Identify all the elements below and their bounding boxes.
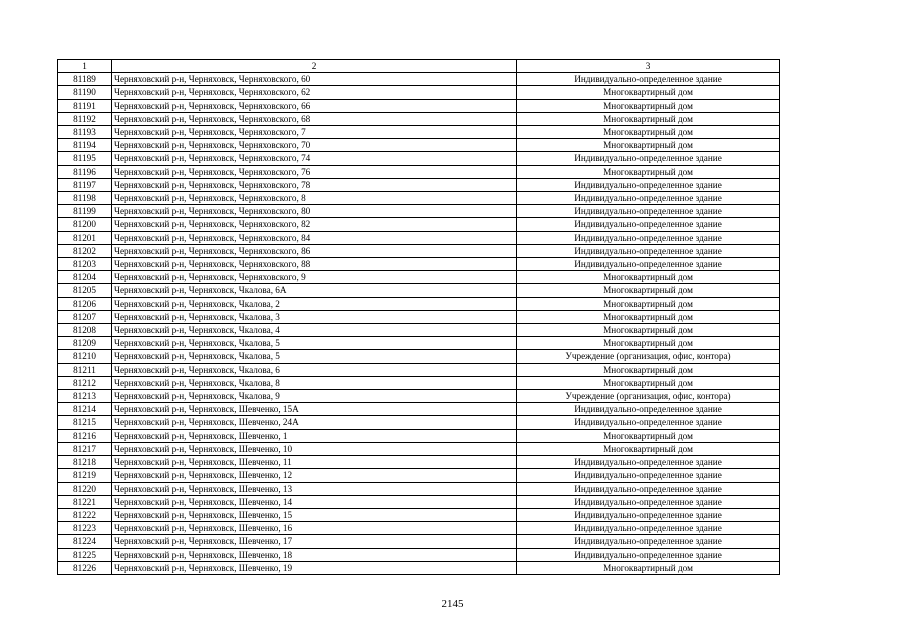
cell-building-type: Индивидуально-определенное здание bbox=[517, 403, 780, 416]
cell-address: Черняховский р-н, Черняховск, Черняховского, 80 bbox=[112, 205, 517, 218]
cell-address: Черняховский р-н, Черняховск, Чкалова, 5 bbox=[112, 337, 517, 350]
cell-record-id: 81217 bbox=[58, 442, 112, 455]
cell-address: Черняховский р-н, Черняховск, Чкалова, 3 bbox=[112, 310, 517, 323]
table-header bbox=[58, 60, 780, 73]
cell-record-id: 81226 bbox=[58, 561, 112, 574]
table-row bbox=[58, 126, 780, 139]
cell-record-id: 81208 bbox=[58, 324, 112, 337]
cell-address: Черняховский р-н, Черняховск, Черняховского, 86 bbox=[112, 244, 517, 257]
page-number: 2145 bbox=[441, 598, 464, 610]
cell-record-id: 81205 bbox=[58, 284, 112, 297]
cell-building-type: Индивидуально-определенное здание bbox=[517, 205, 780, 218]
cell-building-type: Индивидуально-определенное здание bbox=[517, 469, 780, 482]
table-row bbox=[58, 205, 780, 218]
cell-building-type: Многоквартирный дом bbox=[517, 99, 780, 112]
table-row bbox=[58, 548, 780, 561]
cell-record-id: 81211 bbox=[58, 363, 112, 376]
table-row bbox=[58, 73, 780, 86]
cell-building-type: Многоквартирный дом bbox=[517, 429, 780, 442]
cell-building-type: Многоквартирный дом bbox=[517, 126, 780, 139]
cell-address: Черняховский р-н, Черняховск, Черняховского, 7 bbox=[112, 126, 517, 139]
cell-record-id: 81222 bbox=[58, 508, 112, 521]
table-row bbox=[58, 244, 780, 257]
cell-address: Черняховский р-н, Черняховск, Чкалова, 6 bbox=[112, 363, 517, 376]
cell-record-id: 81207 bbox=[58, 310, 112, 323]
table-row bbox=[58, 178, 780, 191]
cell-address: Черняховский р-н, Черняховск, Чкалова, 5 bbox=[112, 350, 517, 363]
cell-record-id: 81212 bbox=[58, 376, 112, 389]
cell-record-id: 81192 bbox=[58, 112, 112, 125]
table-row bbox=[58, 350, 780, 363]
cell-address: Черняховский р-н, Черняховск, Чкалова, 9 bbox=[112, 390, 517, 403]
cell-address: Черняховский р-н, Черняховск, Шевченко, 12 bbox=[112, 469, 517, 482]
cell-record-id: 81224 bbox=[58, 535, 112, 548]
table-row bbox=[58, 429, 780, 442]
cell-record-id: 81190 bbox=[58, 86, 112, 99]
cell-address: Черняховский р-н, Черняховск, Шевченко, 16 bbox=[112, 522, 517, 535]
cell-building-type: Многоквартирный дом bbox=[517, 324, 780, 337]
cell-record-id: 81214 bbox=[58, 403, 112, 416]
header-cell-3: 3 bbox=[517, 60, 780, 73]
header-cell-2: 2 bbox=[112, 60, 517, 73]
cell-record-id: 81220 bbox=[58, 482, 112, 495]
cell-record-id: 81206 bbox=[58, 297, 112, 310]
cell-address: Черняховский р-н, Черняховск, Черняховского, 8 bbox=[112, 192, 517, 205]
cell-building-type: Многоквартирный дом bbox=[517, 284, 780, 297]
cell-building-type: Индивидуально-определенное здание bbox=[517, 244, 780, 257]
table-row bbox=[58, 561, 780, 574]
table-row bbox=[58, 403, 780, 416]
cell-address: Черняховский р-н, Черняховск, Черняховского, 74 bbox=[112, 152, 517, 165]
table-row bbox=[58, 218, 780, 231]
table-row bbox=[58, 442, 780, 455]
cell-address: Черняховский р-н, Черняховск, Черняховского, 88 bbox=[112, 258, 517, 271]
table-row bbox=[58, 363, 780, 376]
table-row bbox=[58, 231, 780, 244]
cell-address: Черняховский р-н, Черняховск, Шевченко, 18 bbox=[112, 548, 517, 561]
cell-record-id: 81196 bbox=[58, 165, 112, 178]
table-row bbox=[58, 376, 780, 389]
cell-record-id: 81204 bbox=[58, 271, 112, 284]
cell-record-id: 81223 bbox=[58, 522, 112, 535]
cell-building-type: Индивидуально-определенное здание bbox=[517, 218, 780, 231]
table-row bbox=[58, 310, 780, 323]
cell-building-type: Многоквартирный дом bbox=[517, 165, 780, 178]
table-row bbox=[58, 482, 780, 495]
table-row bbox=[58, 469, 780, 482]
cell-record-id: 81189 bbox=[58, 73, 112, 86]
cell-address: Черняховский р-н, Черняховск, Шевченко, 24А bbox=[112, 416, 517, 429]
cell-address: Черняховский р-н, Черняховск, Шевченко, 19 bbox=[112, 561, 517, 574]
cell-record-id: 81221 bbox=[58, 495, 112, 508]
cell-address: Черняховский р-н, Черняховск, Черняховского, 78 bbox=[112, 178, 517, 191]
table-row bbox=[58, 535, 780, 548]
table-row bbox=[58, 390, 780, 403]
cell-building-type: Многоквартирный дом bbox=[517, 363, 780, 376]
cell-record-id: 81193 bbox=[58, 126, 112, 139]
cell-address: Черняховский р-н, Черняховск, Шевченко, 14 bbox=[112, 495, 517, 508]
table-row bbox=[58, 152, 780, 165]
cell-address: Черняховский р-н, Черняховск, Черняховского, 76 bbox=[112, 165, 517, 178]
cell-building-type: Многоквартирный дом bbox=[517, 86, 780, 99]
cell-building-type: Индивидуально-определенное здание bbox=[517, 456, 780, 469]
cell-building-type: Индивидуально-определенное здание bbox=[517, 73, 780, 86]
table-row bbox=[58, 297, 780, 310]
table-row bbox=[58, 99, 780, 112]
table-row bbox=[58, 139, 780, 152]
table-row bbox=[58, 456, 780, 469]
cell-building-type: Индивидуально-определенное здание bbox=[517, 522, 780, 535]
cell-building-type: Учреждение (организация, офис, контора) bbox=[517, 390, 780, 403]
cell-record-id: 81225 bbox=[58, 548, 112, 561]
cell-address: Черняховский р-н, Черняховск, Черняховского, 66 bbox=[112, 99, 517, 112]
cell-record-id: 81199 bbox=[58, 205, 112, 218]
cell-building-type: Индивидуально-определенное здание bbox=[517, 178, 780, 191]
cell-address: Черняховский р-н, Черняховск, Шевченко, 15А bbox=[112, 403, 517, 416]
cell-building-type: Индивидуально-определенное здание bbox=[517, 258, 780, 271]
cell-record-id: 81202 bbox=[58, 244, 112, 257]
table-row bbox=[58, 284, 780, 297]
table-row bbox=[58, 271, 780, 284]
header-cell-1: 1 bbox=[58, 60, 112, 73]
cell-building-type: Многоквартирный дом bbox=[517, 561, 780, 574]
cell-building-type: Индивидуально-определенное здание bbox=[517, 508, 780, 521]
table-row bbox=[58, 258, 780, 271]
cell-building-type: Индивидуально-определенное здание bbox=[517, 535, 780, 548]
cell-building-type: Индивидуально-определенное здание bbox=[517, 192, 780, 205]
cell-address: Черняховский р-н, Черняховск, Черняховского, 70 bbox=[112, 139, 517, 152]
cell-address: Черняховский р-н, Черняховск, Чкалова, 6А bbox=[112, 284, 517, 297]
cell-address: Черняховский р-н, Черняховск, Черняховского, 60 bbox=[112, 73, 517, 86]
cell-address: Черняховский р-н, Черняховск, Черняховского, 9 bbox=[112, 271, 517, 284]
cell-record-id: 81213 bbox=[58, 390, 112, 403]
cell-building-type: Индивидуально-определенное здание bbox=[517, 152, 780, 165]
cell-record-id: 81209 bbox=[58, 337, 112, 350]
table-row bbox=[58, 86, 780, 99]
cell-address: Черняховский р-н, Черняховск, Чкалова, 4 bbox=[112, 324, 517, 337]
cell-record-id: 81198 bbox=[58, 192, 112, 205]
cell-record-id: 81195 bbox=[58, 152, 112, 165]
table-row bbox=[58, 522, 780, 535]
cell-record-id: 81201 bbox=[58, 231, 112, 244]
cell-address: Черняховский р-н, Черняховск, Шевченко, 13 bbox=[112, 482, 517, 495]
table-row bbox=[58, 165, 780, 178]
cell-building-type: Многоквартирный дом bbox=[517, 442, 780, 455]
cell-record-id: 81203 bbox=[58, 258, 112, 271]
header-row bbox=[58, 60, 780, 73]
table-row bbox=[58, 112, 780, 125]
table-row bbox=[58, 495, 780, 508]
cell-building-type: Многоквартирный дом bbox=[517, 271, 780, 284]
cell-building-type: Индивидуально-определенное здание bbox=[517, 416, 780, 429]
cell-address: Черняховский р-н, Черняховск, Шевченко, 1 bbox=[112, 429, 517, 442]
cell-building-type: Многоквартирный дом bbox=[517, 139, 780, 152]
table-row bbox=[58, 324, 780, 337]
cell-record-id: 81210 bbox=[58, 350, 112, 363]
cell-address: Черняховский р-н, Черняховск, Шевченко, 17 bbox=[112, 535, 517, 548]
table-row bbox=[58, 192, 780, 205]
cell-record-id: 81216 bbox=[58, 429, 112, 442]
cell-address: Черняховский р-н, Черняховск, Шевченко, 15 bbox=[112, 508, 517, 521]
cell-building-type: Многоквартирный дом bbox=[517, 112, 780, 125]
cell-address: Черняховский р-н, Черняховск, Шевченко, 10 bbox=[112, 442, 517, 455]
cell-building-type: Индивидуально-определенное здание bbox=[517, 548, 780, 561]
table-body bbox=[58, 73, 780, 575]
cell-record-id: 81191 bbox=[58, 99, 112, 112]
table-row bbox=[58, 337, 780, 350]
cell-address: Черняховский р-н, Черняховск, Шевченко, 11 bbox=[112, 456, 517, 469]
table-row bbox=[58, 508, 780, 521]
cell-address: Черняховский р-н, Черняховск, Чкалова, 8 bbox=[112, 376, 517, 389]
cell-record-id: 81200 bbox=[58, 218, 112, 231]
cell-record-id: 81194 bbox=[58, 139, 112, 152]
cell-record-id: 81215 bbox=[58, 416, 112, 429]
cell-address: Черняховский р-н, Черняховск, Чкалова, 2 bbox=[112, 297, 517, 310]
cell-building-type: Индивидуально-определенное здание bbox=[517, 231, 780, 244]
cell-address: Черняховский р-н, Черняховск, Черняховского, 84 bbox=[112, 231, 517, 244]
cell-address: Черняховский р-н, Черняховск, Черняховского, 82 bbox=[112, 218, 517, 231]
cell-building-type: Многоквартирный дом bbox=[517, 297, 780, 310]
cell-address: Черняховский р-н, Черняховск, Черняховского, 62 bbox=[112, 86, 517, 99]
cell-record-id: 81219 bbox=[58, 469, 112, 482]
cell-building-type: Индивидуально-определенное здание bbox=[517, 482, 780, 495]
cell-building-type: Индивидуально-определенное здание bbox=[517, 495, 780, 508]
table-row bbox=[58, 416, 780, 429]
cell-building-type: Многоквартирный дом bbox=[517, 376, 780, 389]
cell-record-id: 81197 bbox=[58, 178, 112, 191]
cell-building-type: Многоквартирный дом bbox=[517, 310, 780, 323]
cell-building-type: Многоквартирный дом bbox=[517, 337, 780, 350]
cell-record-id: 81218 bbox=[58, 456, 112, 469]
cell-building-type: Учреждение (организация, офис, контора) bbox=[517, 350, 780, 363]
registry-table bbox=[57, 59, 780, 575]
cell-address: Черняховский р-н, Черняховск, Черняховского, 68 bbox=[112, 112, 517, 125]
